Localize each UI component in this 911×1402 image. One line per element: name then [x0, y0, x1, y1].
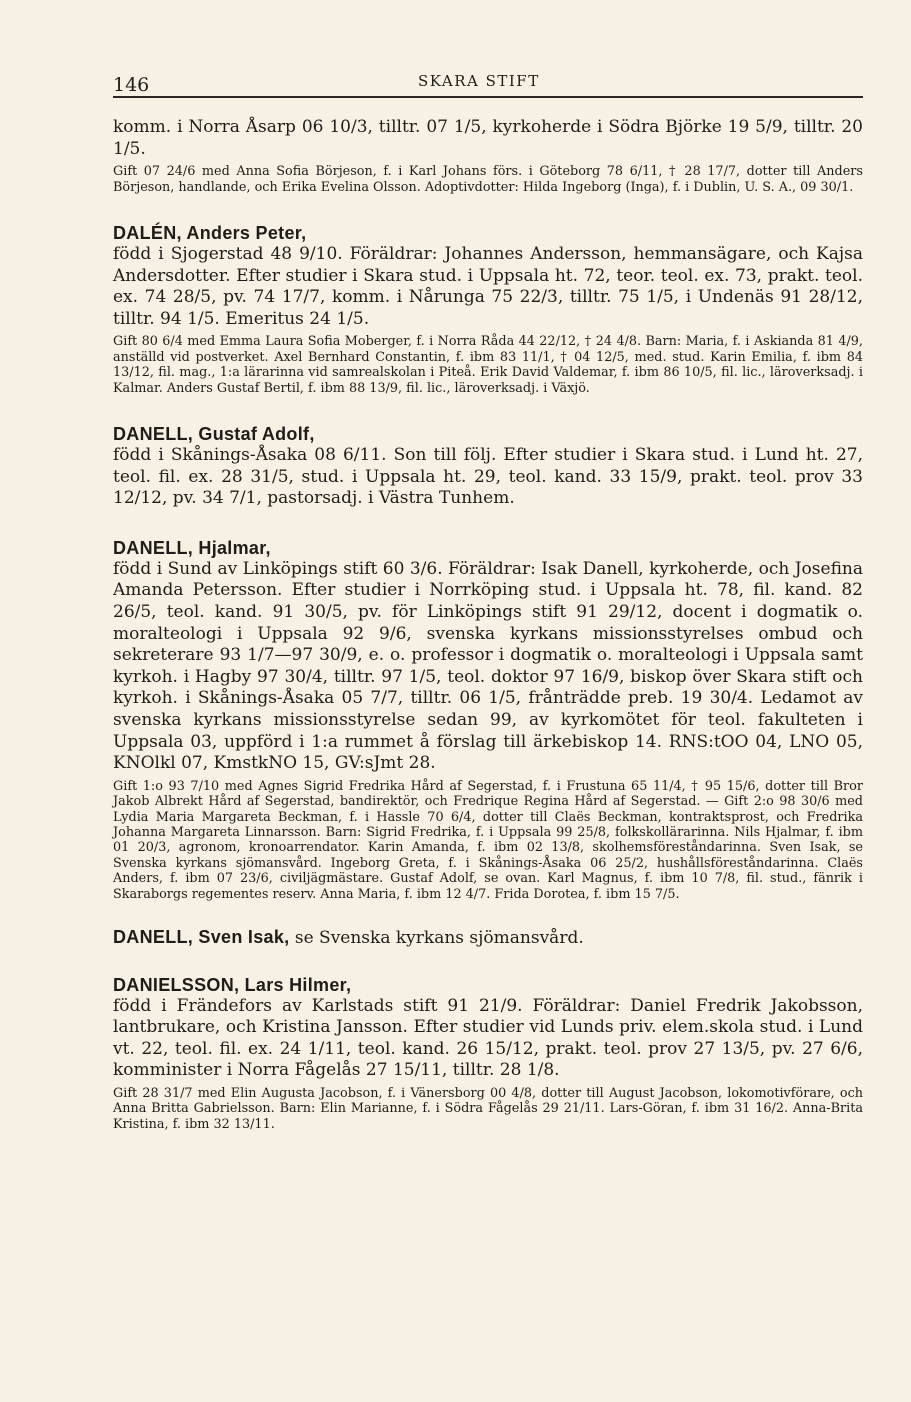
page-header: [113, 70, 863, 96]
entry-text: komm. i Norra Åsarp 06 10/3, tilltr. 07 1/5, kyrkoherde i Södra Björke 19 5/9, tilltr. 20 1/5.: [113, 117, 863, 159]
running-title: SKARA STIFT: [418, 72, 540, 90]
entry-text: se Svenska kyrkans sjömansvård.: [294, 927, 584, 948]
entry-name: DANIELSSON, Lars Hilmer,: [113, 974, 352, 995]
entry-family: Gift 28 31/7 med Elin Augusta Jacobson, f. i Vänersborg 00 4/8, dotter till August Jacobson, lokomotivförare, och Anna Britta Gabrielsson. Barn: Elin Marianne, f. i Södra Fågelås 29 21/11. Lars-Göran, f. ibm 31 16/2. Anna-Brita Kristina, f. ibm 32 13/11.: [113, 1085, 863, 1132]
entry-text: född i Sjogerstad 48 9/10. Föräldrar: Johannes Andersson, hemmansägare, och Kajsa Andersdotter. Efter studier i Skara stud. i Uppsala ht. 72, teor. teol. ex. 73, prakt. teol. ex. 74 28/5, pv. 74 17/7, komm. i Nårunga 75 22/3, tilltr. 75 1/5, i Undenäs 91 28/12, tilltr. 94 1/5. Emeritus 24 1/5.: [113, 244, 863, 329]
entry-name: DANELL, Sven Isak,: [113, 926, 290, 947]
entry-name: DALÉN, Anders Peter,: [113, 223, 307, 243]
entry-text: född i Frändefors av Karlstads stift 91 21/9. Föräldrar: Daniel Fredrik Jakobsson, lantbrukare, och Kristina Jansson. Efter studier vid Lunds priv. elem.skola stud. i Lund vt. 22, teol. fil. ex. 24 1/11, teol. kand. 26 15/12, prakt. teol. prov 27 13/5, pv. 27 6/6, komminister i Norra Fågelås 27 15/11, tilltr. 28 1/8.: [113, 995, 863, 1081]
entry-family: Gift 1:o 93 7/10 med Agnes Sigrid Fredrika Hård af Segerstad, f. i Frustuna 65 11/4, † 95 15/6, dotter till Bror Jakob Albrekt Hård af Segerstad, bandirektör, och Fredrique Regina Hård af Segerstad. — Gift 2:o 98 30/6 med Lydia Maria Margareta Beckman, f. i Hassle 70 6/4, dotter till Claës Beckman, kontraktsprost, och Fredrika Johanna Margareta Linnarsson. Barn: Sigrid Fredrika, f. i Uppsala 99 25/8, folkskollärarinna. Nils Hjalmar, f. ibm 01 20/3, agronom, kronoarrendator. Karin Amanda, f. ibm 02 13/8, skolhemsföreståndarinna. Sven Isak, se Svenska kyrkans sjömansvård. Ingeborg Greta, f. i Skånings-Åsaka 06 25/2, hushållsföreståndarinna. Claës Anders, f. ibm 07 23/6, civiljägmästare. Gustaf Adolf, se ovan. Karl Magnus, f. ibm 10 7/8, fil. stud., fänrik i Skaraborgs regementes reserv. Anna Maria, f. ibm 12 4/7. Frida Dorotea, f. ibm 15 7/5.: [113, 778, 863, 902]
entry-family: Gift 07 24/6 med Anna Sofia Börjeson, f. i Karl Johans förs. i Göteborg 78 6/11, † 28 17/7, dotter till Anders Börjeson, handlande, och Erika Evelina Olsson. Adoptivdotter: Hilda Ingeborg (Inga), f. i Dublin, U. S. A., 09 30/1.: [113, 164, 863, 195]
entry-dalen: [113, 223, 863, 396]
entry-danell-sven: [113, 927, 863, 950]
entry-text: född i Skånings-Åsaka 08 6/11. Son till följ. Efter studier i Skara stud. i Lund ht. 27, teol. fil. ex. 28 31/5, stud. i Uppsala ht. 29, teol. kand. 33 15/9, prakt. teol. prov 33 12/12, pv. 34 7/1, pastorsadj. i Västra Tunhem.: [113, 445, 863, 509]
header-rule: [113, 96, 863, 98]
entry-continued: [113, 117, 863, 195]
entry-text: född i Sund av Linköpings stift 60 3/6. Föräldrar: Isak Danell, kyrkoherde, och Josefina Amanda Petersson. Efter studier i Norrköping stud. i Uppsala ht. 78, fil. kand. 82 26/5, teol. kand. 91 30/5, pv. för Linköpings stift 91 29/12, docent i dogmatik o. moralteologi i Uppsala 92 9/6, svenska kyrkans missionsstyrelses ombud och sekreterare 93 1/7—97 30/9, e. o. professor i dogmatik o. moralteologi i Uppsala samt kyrkoh. i Hagby 97 30/4, tilltr. 97 1/5, teol. doktor 97 16/9, biskop över Skara stift och kyrkoh. i Skånings-Åsaka 05 7/7, tilltr. 06 1/5, frånträdde preb. 19 30/4. Ledamot av svenska kyrkans missionsstyrelse sedan 99, av kyrkomötet för teol. fakulteten i Uppsala 03, uppförd i 1:a rummet å förslag till ärkebiskop 14. RNS:tOO 04, LNO 05, KNOlkl 07, KmstkNO 15, GV:sJmt 28.: [113, 558, 863, 774]
entry-name: DANELL, Hjalmar,: [113, 537, 271, 558]
entry-danielsson: [113, 975, 863, 1133]
entry-danell-gustaf: [113, 424, 863, 510]
entry-danell-hjalmar: [113, 538, 863, 902]
entry-name: DANELL, Gustaf Adolf,: [113, 424, 315, 444]
page-body: [113, 117, 863, 1132]
page-number: 146: [113, 74, 150, 96]
entry-family: Gift 80 6/4 med Emma Laura Sofia Moberger, f. i Norra Råda 44 22/12, † 24 4/8. Barn: Maria, f. i Askianda 81 4/9, anställd vid postverket. Axel Bernhard Constantin, f. ibm 83 11/1, † 04 12/5, med. stud. Karin Emilia, f. ibm 84 13/12, fil. mag., 1:a lärarinna vid samrealskolan i Piteå. Erik David Valdemar, f. ibm 86 10/5, fil. lic., läroverksadj. i Kalmar. Anders Gustaf Bertil, f. ibm 88 13/9, fil. lic., läroverksadj. i Växjö.: [113, 334, 863, 396]
